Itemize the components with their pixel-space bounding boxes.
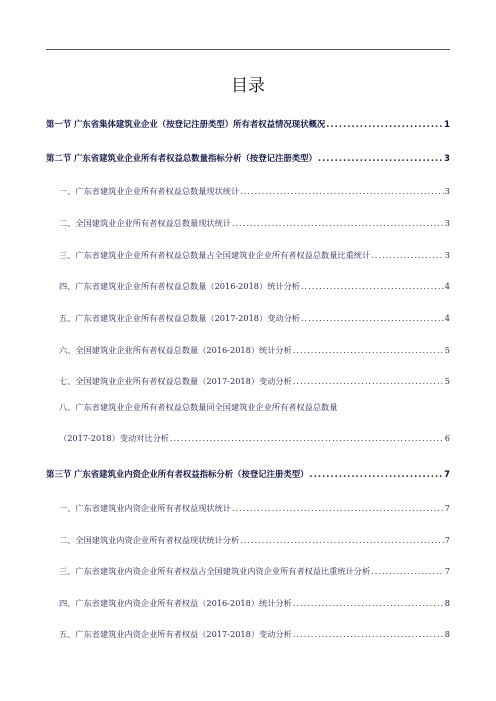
toc-entry-2-1[interactable] [46, 186, 450, 197]
toc-entry-text: （2017-2018）变动对比分析 [59, 433, 169, 443]
toc-entry-2-2[interactable] [46, 218, 450, 229]
toc-page-number: 5 [444, 345, 450, 355]
leader-dots [318, 153, 443, 163]
toc-page-number: 8 [444, 629, 450, 639]
toc-entry-text: 六、全国建筑业企业所有者权益总数量（2016-2018）统计分析 [59, 345, 292, 355]
toc-page-number: 8 [444, 598, 450, 608]
toc-page-number: 7 [444, 535, 450, 545]
leader-dots [240, 186, 444, 196]
leader-dots [293, 345, 444, 355]
toc-entry-2-6[interactable] [46, 345, 450, 356]
toc-entry-2-8[interactable] [46, 433, 450, 444]
toc-entry-2-4[interactable] [46, 281, 450, 292]
toc-entry-text: 二、全国建筑业企业所有者权益总数量现状统计 [59, 218, 231, 228]
toc-entry-3-2[interactable] [46, 535, 450, 546]
page-title: 目录 [231, 76, 265, 96]
toc-entry-text: 二、全国建筑业内资企业所有者权益现状统计分析 [59, 535, 240, 545]
leader-dots [232, 503, 444, 513]
leader-dots [293, 598, 444, 608]
header-rule [46, 49, 450, 50]
leader-dots [301, 281, 444, 291]
toc-entry-3-4[interactable] [46, 598, 450, 609]
toc-entry-text: 三、广东省建筑业内资企业所有者权益占全国建筑业内资企业所有者权益比重统计分析 [59, 566, 371, 576]
leader-dots [371, 250, 444, 260]
toc-entry-2-3[interactable] [46, 250, 450, 261]
toc-entry-3-3[interactable] [46, 566, 450, 577]
toc-entry-section-1[interactable] [46, 118, 450, 130]
toc-entry-text: 四、广东省建筑业内资企业所有者权益（2016-2018）统计分析 [59, 598, 292, 608]
leader-dots [293, 376, 444, 386]
toc-page-number: 7 [444, 469, 450, 479]
toc-entry-3-1[interactable] [46, 503, 450, 514]
toc-entry-2-5[interactable] [46, 313, 450, 324]
toc-entry-text: 第三节 广东省建筑业内资企业所有者权益指标分析（按登记注册类型） [46, 469, 309, 479]
leader-dots [301, 313, 444, 323]
leader-dots [293, 629, 444, 639]
toc-entry-text: 第一节 广东省集体建筑业企业（按登记注册类型）所有者权益情况现状概况 [46, 119, 326, 129]
toc-entry-text: 三、广东省建筑业企业所有者权益总数量占全国建筑业企业所有者权益总数量比重统计 [59, 250, 371, 260]
toc-page-number: 6 [444, 433, 450, 443]
toc-page-number: 5 [444, 376, 450, 386]
toc-page-number: 3 [444, 250, 450, 260]
toc-entry-text: 四、广东省建筑业企业所有者权益总数量（2016-2018）统计分析 [59, 281, 300, 291]
toc-entry-2-8-line1[interactable]: 八、广东省建筑业企业所有者权益总数量同全国建筑业企业所有者权益总数量 [59, 402, 338, 412]
toc-page-number: 7 [444, 503, 450, 513]
toc-page-number: 3 [444, 218, 450, 228]
toc-entry-text: 七、全国建筑业企业所有者权益总数量（2017-2018）变动分析 [59, 376, 292, 386]
toc-entry-text: 五、广东省建筑业内资企业所有者权益（2017-2018）变动分析 [59, 629, 292, 639]
leader-dots [371, 566, 444, 576]
toc-entry-text: 第二节 广东省建筑业企业所有者权益总数量指标分析（按登记注册类型） [46, 153, 317, 163]
toc-entry-3-5[interactable] [46, 629, 450, 640]
leader-dots [310, 469, 444, 479]
toc-entry-section-3[interactable] [46, 468, 450, 480]
toc-page-number: 4 [444, 313, 450, 323]
toc-page-number: 3 [444, 153, 450, 163]
toc-entry-section-2[interactable] [46, 152, 450, 164]
toc-entry-text: 一、广东省建筑业企业所有者权益总数量现状统计 [59, 186, 240, 196]
toc-page-number: 1 [444, 119, 450, 129]
toc-page-number: 3 [444, 186, 450, 196]
toc-entry-text: 一、广东省建筑业内资企业所有者权益现状统计 [59, 503, 231, 513]
leader-dots [240, 535, 444, 545]
toc-page-number: 4 [444, 281, 450, 291]
toc-entry-2-7[interactable] [46, 376, 450, 387]
toc-page-number: 7 [444, 566, 450, 576]
leader-dots [326, 119, 443, 129]
leader-dots [232, 218, 444, 228]
leader-dots [170, 433, 444, 443]
toc-entry-text: 五、广东省建筑业企业所有者权益总数量（2017-2018）变动分析 [59, 313, 300, 323]
